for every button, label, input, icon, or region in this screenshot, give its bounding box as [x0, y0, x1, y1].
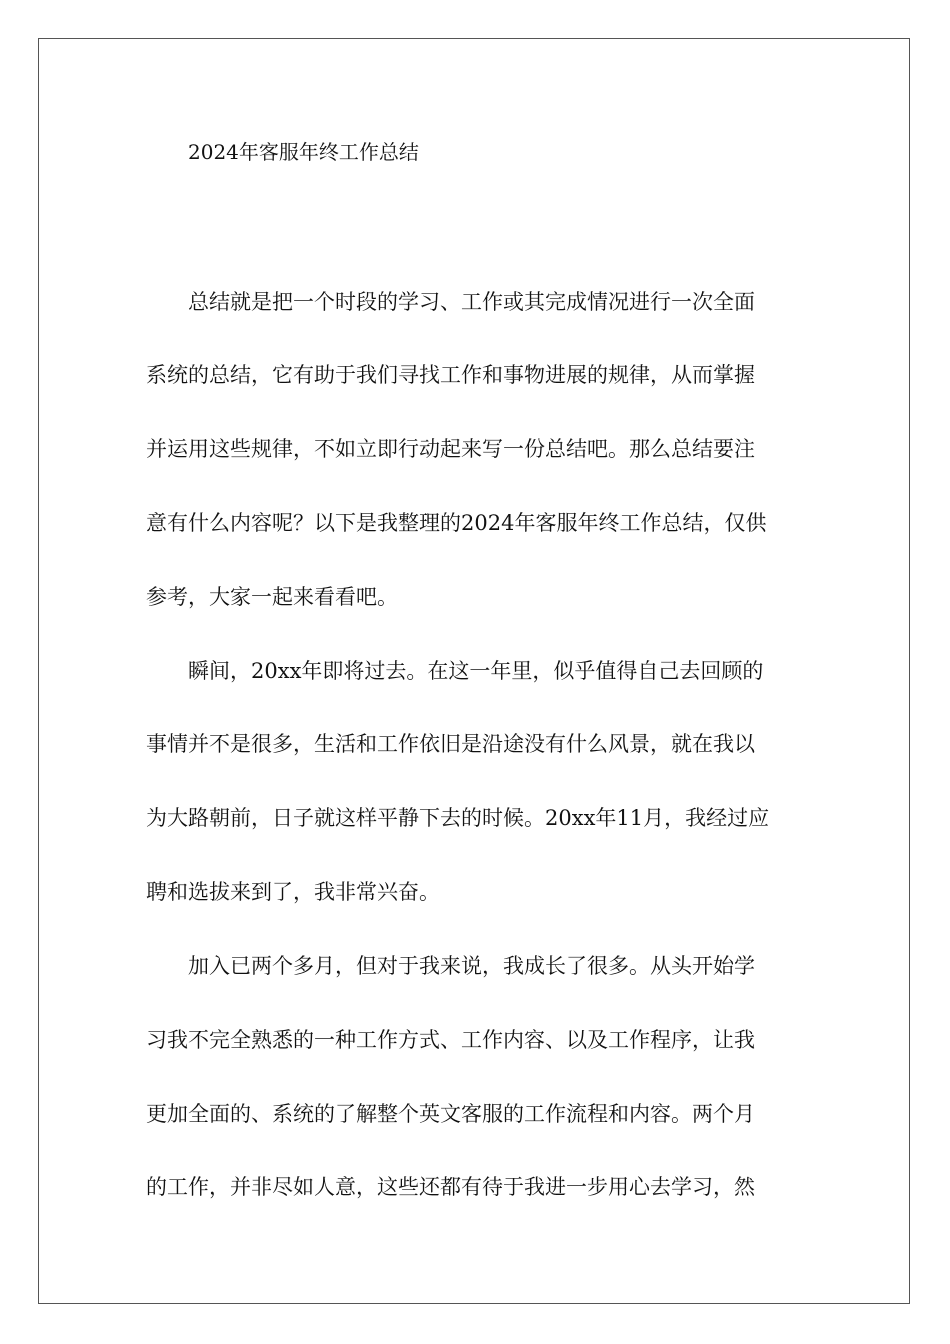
- paragraph-1-line-4: 意有什么内容呢？以下是我整理的2024年客服年终工作总结，仅供: [146, 511, 767, 535]
- paragraph-2-line-1: 瞬间，20xx年即将过去。在这一年里，似乎值得自己去回顾的: [188, 659, 764, 683]
- paragraph-3-line-4: 的工作，并非尽如人意，这些还都有待于我进一步用心去学习，然: [146, 1175, 755, 1199]
- paragraph-1-line-1: 总结就是把一个时段的学习、工作或其完成情况进行一次全面: [188, 290, 755, 314]
- paragraph-3-line-3: 更加全面的、系统的了解整个英文客服的工作流程和内容。两个月: [146, 1102, 755, 1126]
- paragraph-2-line-3: 为大路朝前，日子就这样平静下去的时候。20xx年11月，我经过应: [146, 806, 770, 830]
- paragraph-2-line-2: 事情并不是很多，生活和工作依旧是沿途没有什么风景，就在我以: [146, 732, 755, 756]
- document-title: 2024年客服年终工作总结: [188, 140, 419, 164]
- paragraph-2-line-4: 聘和选拔来到了，我非常兴奋。: [146, 880, 440, 904]
- paragraph-3-line-2: 习我不完全熟悉的一种工作方式、工作内容、以及工作程序，让我: [146, 1028, 755, 1052]
- paragraph-3-line-1: 加入已两个多月，但对于我来说，我成长了很多。从头开始学: [188, 954, 755, 978]
- paragraph-1-line-3: 并运用这些规律，不如立即行动起来写一份总结吧。那么总结要注: [146, 437, 755, 461]
- paragraph-1-line-5: 参考，大家一起来看看吧。: [146, 585, 398, 609]
- paragraph-1-line-2: 系统的总结，它有助于我们寻找工作和事物进展的规律，从而掌握: [146, 363, 755, 387]
